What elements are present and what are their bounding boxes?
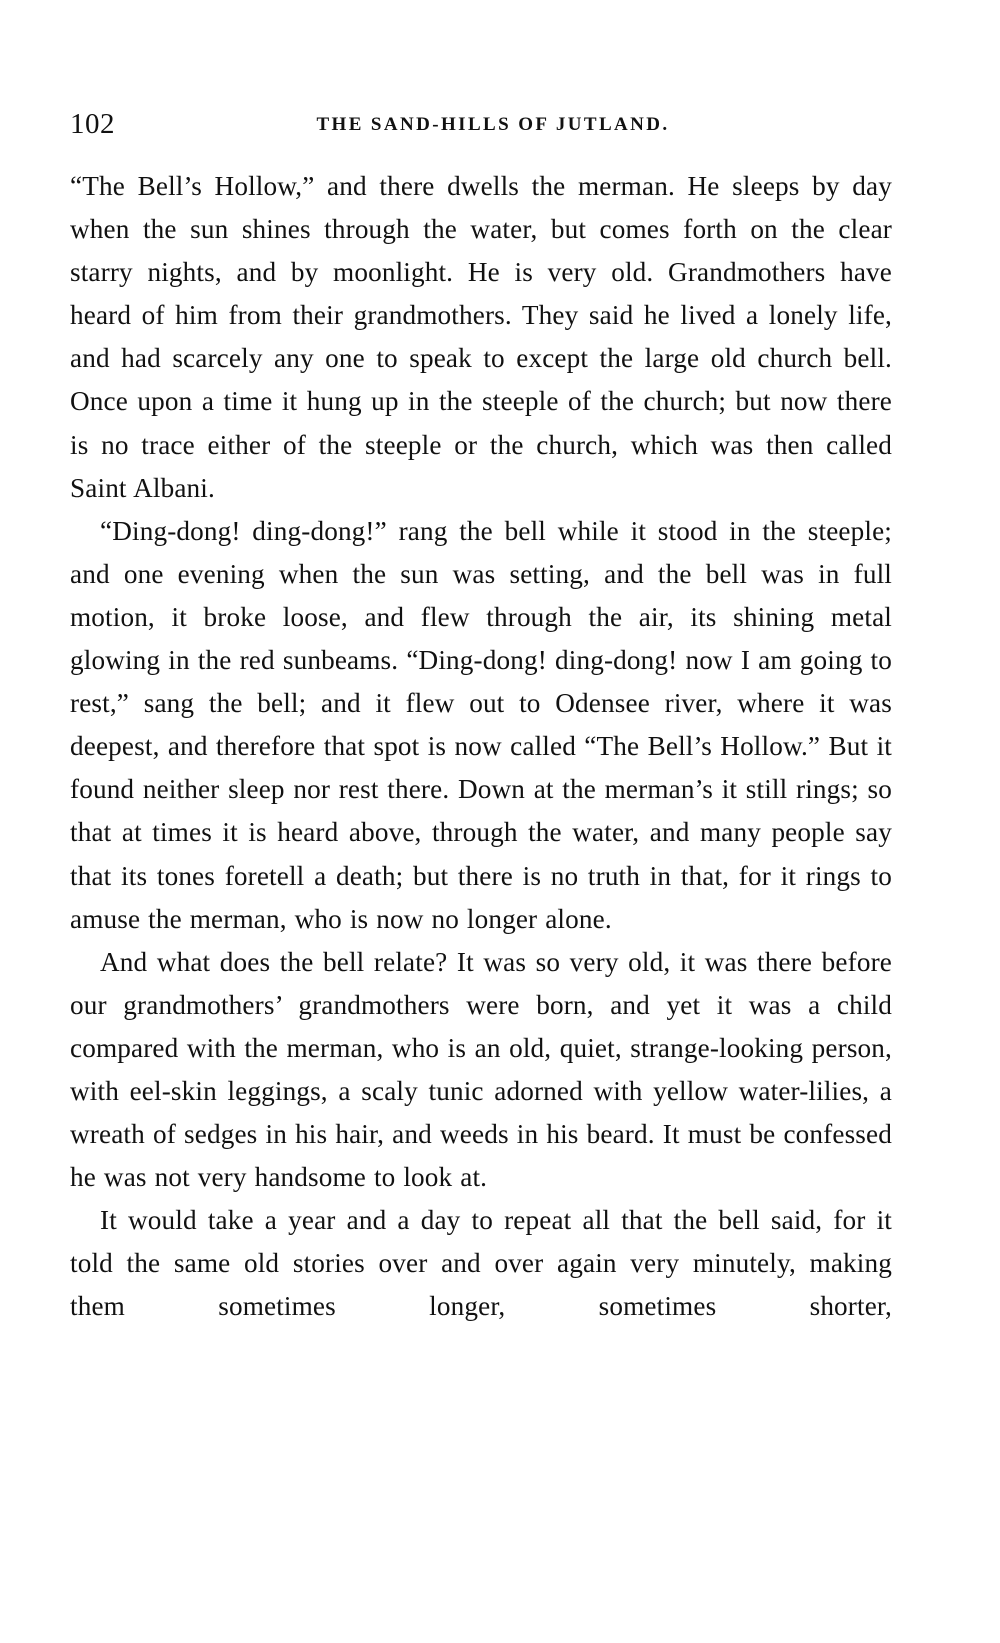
paragraph-4: It would take a year and a day to repeat all that the bell said, for it told the same old stories over and over again very minutely, making them sometimes longer, sometimes shorter, <box>70 1205 892 1322</box>
page-number: 102 <box>70 108 115 140</box>
running-head <box>70 106 892 146</box>
paragraph-3: And what does the bell relate? It was so very old, it was there before our grandmothers’ grandmothers were born, and yet it was a child compared with the merman, who is an old, quiet, strange-looking person, with eel-skin leggings, a scaly tunic adorned with yellow water-lilies, a wreath of sedges in his hair, and weeds in his beard. It must be confessed he was not very handsome to look at. <box>70 946 892 1193</box>
page-header-title: THE SAND-HILLS OF JUTLAND. <box>316 114 670 135</box>
body-text <box>70 165 892 1329</box>
paragraph-1: “The Bell’s Hollow,” and there dwells the merman. He sleeps by day when the sun shines through the water, but comes forth on the clear starry nights, and by moonlight. He is very old. Grandmothers have heard of him from their grandmothers. They said he lived a lonely life, and had scarcely any one to speak to except the large old church bell. Once upon a time it hung up in the steeple of the church; but now there is no trace either of the steeple or the church, which was then called Saint Albani. <box>70 171 892 503</box>
paragraph-2: “Ding-dong! ding-dong!” rang the bell while it stood in the steeple; and one evening when the sun was setting, and the bell was in full motion, it broke loose, and flew through the air, its shining metal glowing in the red sunbeams. “Ding-dong! ding-dong! now I am going to rest,” sang the bell; and it flew out to Odensee river, where it was deepest, and therefore that spot is now called “The Bell’s Hollow.” But it found neither sleep nor rest there. Down at the merman’s it still rings; so that at times it is heard above, through the water, and many people say that its tones foretell a death; but there is no truth in that, for it rings to amuse the merman, who is now no longer alone. <box>70 515 892 934</box>
